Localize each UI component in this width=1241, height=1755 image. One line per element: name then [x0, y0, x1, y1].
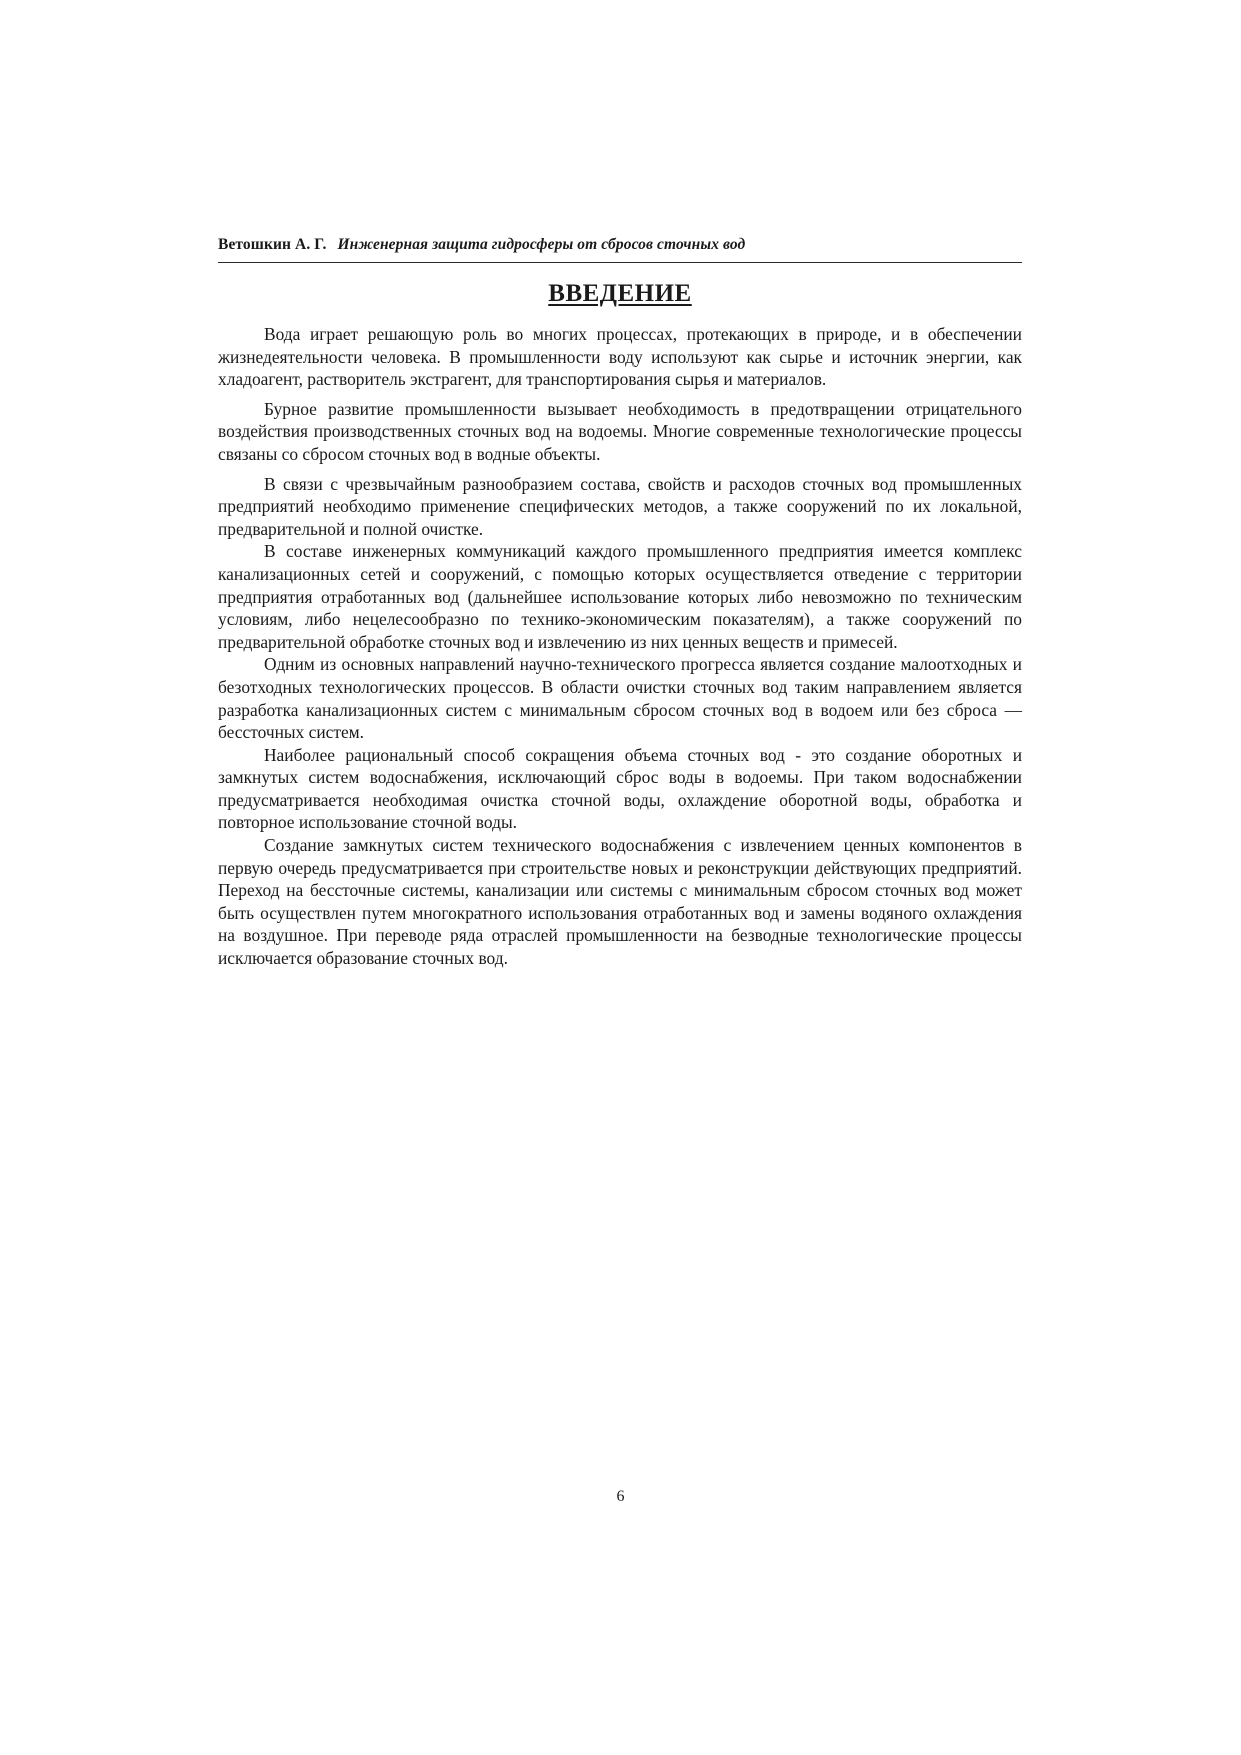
paragraph: Вода играет решающую роль во многих процессах, протекающих в природе, и в обеспечении жизнедеятельности человека. В промышленности воду используют как сырье и источник энергии, как хладоагент, растворитель экстрагент, для транспортирования сырья и материалов.: [218, 324, 1022, 390]
page-number: 6: [616, 1488, 625, 1505]
chapter-title: ВВЕДЕНИЕ: [548, 280, 692, 307]
running-header: [218, 234, 1022, 263]
paragraph: Одним из основных направлений научно-технического прогресса является создание малоотходных и безотходных технологических процессов. В области очистки сточных вод таким направлением является разработка канализационных систем с минимальным сбросом сточных вод в водоем или без сброса — бессточных систем.: [218, 654, 1022, 743]
body-text: [218, 323, 1022, 970]
paragraph: Наиболее рациональный способ сокращения объема сточных вод - это создание оборотных и замкнутых систем водоснабжения, исключающий сброс воды в водоемы. При таком водоснабжении предусматривается необходимая очистка сточной воды, охлаждение оборотной воды, обработка и повторное использование сточной воды.: [218, 744, 1022, 833]
paragraph: В связи с чрезвычайным разнообразием состава, свойств и расходов сточных вод промышленных предприятий необходимо применение специфических методов, а также сооружений по их локальной, предварительной и полной очистке.: [218, 473, 1022, 539]
header-book-title: Инженерная защита гидросферы от сбросов сточных вод: [337, 236, 746, 253]
paragraph: Бурное развитие промышленности вызывает необходимость в предотвращении отрицательного воздействия производственных сточных вод на водоемы. Многие современные технологические процессы связаны со сбросом сточных вод в водные объекты.: [218, 398, 1022, 464]
paragraph: В составе инженерных коммуникаций каждого промышленного предприятия имеется комплекс канализационных сетей и сооружений, с помощью которых осуществляется отведение с территории предприятия отработанных вод (дальнейшее использование которых либо невозможно по техническим условиям, либо нецелесообразно по технико-экономическим показателям), а также сооружений по предварительной обработке сточных вод и извлечению из них ценных веществ и примесей.: [218, 541, 1022, 652]
page: [218, 234, 1022, 970]
paragraph: Создание замкнутых систем технического водоснабжения с извлечением ценных компонентов в первую очередь предусматривается при строительстве новых и реконструкции действующих предприятий. Переход на бессточные системы, канализации или системы с минимальным сбросом сточных вод может быть осуществлен путем многократного использования отработанных вод и замены водяного охлаждения на воздушное. При переводе ряда отраслей промышленности на безводные технологические процессы исключается образование сточных вод.: [218, 835, 1022, 969]
header-author: Ветошкин А. Г.: [218, 236, 327, 253]
